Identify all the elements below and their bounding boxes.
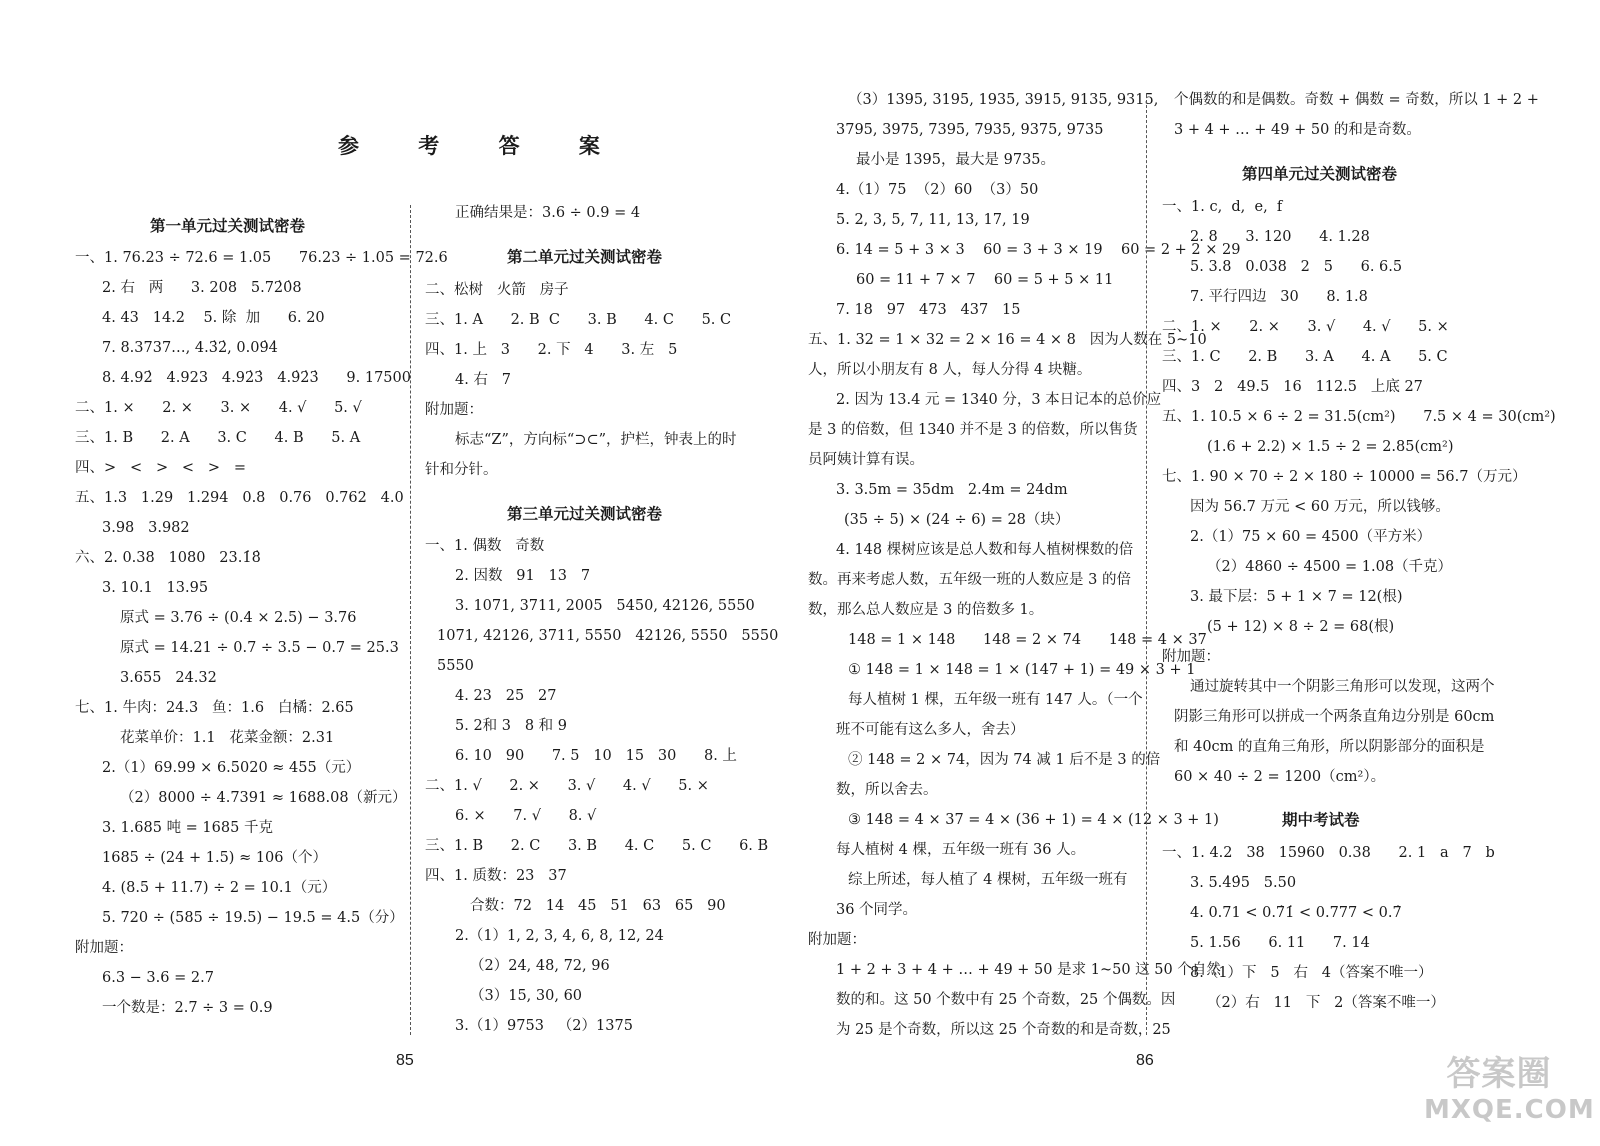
answer-line: （2）4860 ÷ 4500 = 1.08（千克） (1207, 559, 1453, 575)
answer-line: 4.（1）75 （2）60 （3）50 (836, 182, 1039, 198)
column-divider-center (1146, 95, 1147, 1035)
answer-line: 三、1. A 2. B C 3. B 4. C 5. C (425, 312, 732, 328)
answer-line: 2. 右 两 3. 208 5.72̇0̇8 (102, 280, 302, 296)
section-heading: 第一单元过关测试密卷 (150, 217, 306, 235)
column-divider-left (410, 205, 411, 1035)
answer-line: 数，所以舍去。 (836, 782, 938, 798)
watermark-main-text: 答案圈 (1446, 1054, 1552, 1094)
answer-line: 2. 8 3. 120 4. 1.28 (1190, 229, 1370, 245)
answer-line: 附加题： (808, 932, 866, 948)
answer-line: 148 = 1 × 148 148 = 2 × 74 148 = 4 × 37 (848, 632, 1207, 648)
answer-line: 1 + 2 + 3 + 4 + … + 49 + 50 是求 1~50 这 50 个自然 (836, 962, 1221, 978)
answer-line: 阴影三角形可以拼成一个两条直角边分别是 60cm (1174, 709, 1495, 725)
answer-line: 3. 最下层：5 + 1 × 7 = 12(根) (1190, 589, 1403, 605)
answer-line: 原式 = 14.21 ÷ 0.7 ÷ 3.5 − 0.7 = 25.3 (120, 640, 399, 656)
answer-line: 5. 2和 3 8 和 9 (455, 718, 567, 734)
answer-line: （2）24, 48, 72, 96 (470, 958, 610, 974)
answer-line: 数，那么总人数应是 3 的倍数多 1。 (808, 602, 1044, 618)
answer-line: 3.98 3.982 (102, 520, 190, 536)
answer-line: 5550 (437, 658, 474, 674)
answer-line: 因为 56.7 万元 < 60 万元，所以钱够。 (1190, 499, 1450, 515)
answer-line: 六、2. 0.38 1080 23.1̇8̇ (75, 550, 261, 566)
answer-line: 最小是 1395，最大是 9735。 (856, 152, 1056, 168)
answer-line: 6.3 − 3.6 = 2.7 (102, 970, 214, 986)
page-number-right: 86 (1136, 1052, 1154, 1069)
answer-line: 6. × 7. √ 8. √ (455, 808, 597, 824)
answer-line: 二、松树 火箭 房子 (425, 282, 569, 298)
answer-line: 3. 5.4̇9̇5 5.50 (1190, 875, 1297, 891)
answer-line: 附加题： (1162, 649, 1220, 665)
answer-line: 附加题： (425, 402, 483, 418)
answer-line: （2）8000 ÷ 4.7391 ≈ 1688.08（新元） (120, 790, 407, 806)
answer-line: 通过旋转其中一个阴影三角形可以发现，这两个 (1190, 679, 1495, 695)
answer-line: 数。再来考虑人数，五年级一班的人数应是 3 的倍 (808, 572, 1131, 588)
answer-line: ③ 148 = 4 × 37 = 4 × (36 + 1) = 4 × (12 × 3 + 1) (848, 812, 1219, 828)
answer-line: 七、1. 90 × 70 ÷ 2 × 180 ÷ 10000 = 56.7（万元） (1162, 469, 1527, 485)
answer-line: 一、1. 偶数 奇数 (425, 538, 545, 554)
answer-line: 为 25 是个奇数，所以这 25 个奇数的和是奇数，25 (836, 1022, 1171, 1038)
answer-line: (5 + 12) × 8 ÷ 2 = 68(根) (1207, 619, 1395, 635)
answer-line: 人，所以小朋友有 8 人，每人分得 4 块糖。 (808, 362, 1092, 378)
answer-line: 3. 1071, 3711, 2005 5450, 42126, 5550 (455, 598, 755, 614)
answer-line: 五、1. 10.5 × 6 ÷ 2 = 31.5(cm²) 7.5 × 4 = 30(cm²) (1162, 409, 1556, 425)
answer-line: (1.6 + 2.2) × 1.5 ÷ 2 = 2.85(cm²) (1207, 439, 1454, 455)
answer-line: 36 个同学。 (836, 902, 918, 918)
answer-line: 2.（1）69.99 × 6.5020 ≈ 455（元） (102, 760, 361, 776)
answer-line: 2.（1）75 × 60 = 4500（平方米） (1190, 529, 1432, 545)
answer-line: 一个数是：2.7 ÷ 3 = 0.9 (102, 1000, 273, 1016)
answer-line: 4. (8.5 + 11.7) ÷ 2 = 10.1（元） (102, 880, 337, 896)
answer-line: 五、1.3 1.29 1.294 0.8 0.76 0.762 4.0 (75, 490, 404, 506)
page-number-left: 85 (396, 1052, 414, 1069)
section-heading: 第二单元过关测试密卷 (507, 248, 663, 266)
answer-line: 数的和。这 50 个数中有 25 个奇数，25 个偶数。因 (836, 992, 1176, 1008)
answer-line: 60 = 11 + 7 × 7 60 = 5 + 5 × 11 (856, 272, 1114, 288)
answer-line: 一、1. 76.23 ÷ 72.6 = 1.05 76.23 ÷ 1.05 = 72.6 (75, 250, 448, 266)
answer-line: （3）1395, 3195, 1935, 3915, 9135, 9315, (848, 92, 1159, 108)
answer-line: 6. 14 = 5 + 3 × 3 60 = 3 + 3 × 19 60 = 2 + 2 × 29 (836, 242, 1241, 258)
answer-line: 4. 0.71 < 0.7̇1̇ < 0.777 < 0.7̇ (1190, 905, 1402, 921)
answer-line: 二、1. × 2. × 3. × 4. √ 5. √ (75, 400, 362, 416)
answer-line: 四、3 2 49.5 16 112.5 上底 27 (1162, 379, 1423, 395)
answer-line: 3. 3.5m = 35dm 2.4m = 24dm (836, 482, 1068, 498)
answer-line: （3）15, 30, 60 (470, 988, 583, 1004)
answer-line: 二、1. × 2. × 3. √ 4. √ 5. × (1162, 319, 1449, 335)
answer-line: 4. 右 7 (455, 372, 511, 388)
answer-line: 二、1. √ 2. × 3. √ 4. √ 5. × (425, 778, 709, 794)
answer-line: 3.（1）9753 （2）1375 (455, 1018, 633, 1034)
answer-line: 7. 18 97 473 437 15 (836, 302, 1021, 318)
answer-line: 7. 平行四边 30 8. 1.8 (1190, 289, 1368, 305)
answer-line: 三、1. B 2. A 3. C 4. B 5. A (75, 430, 361, 446)
answer-line: (35 ÷ 5) × (24 ÷ 6) = 28（块） (844, 512, 1070, 528)
answer-line: 5. 3.8 0.038 2 5 6. 6.5 (1190, 259, 1403, 275)
answer-line: 3. 10.1 13.95 (102, 580, 209, 596)
answer-line: 七、1. 牛肉：24.3 鱼：1.6 白橘：2.65 (75, 700, 354, 716)
answer-line: 8.（1）下 5 右 4（答案不唯一） (1190, 965, 1433, 981)
answer-line: 班不可能有这么多人，舍去） (836, 722, 1025, 738)
answer-line: 3.655 24.32 (120, 670, 217, 686)
answer-line: 7. 8.3737…, 4.3̇2̇, 0.09̇4̇ (102, 340, 278, 356)
answer-line: 是 3 的倍数，但 1340 并不是 3 的倍数，所以售货 (808, 422, 1138, 438)
answer-line: 三、1. C 2. B 3. A 4. A 5. C (1162, 349, 1448, 365)
answer-line: 5. 2, 3, 5, 7, 11, 13, 17, 19 (836, 212, 1030, 228)
answer-line: 5. 720 ÷ (585 ÷ 19.5) − 19.5 = 4.5（分） (102, 910, 404, 926)
answer-line: 60 × 40 ÷ 2 = 1200（cm²）。 (1174, 769, 1386, 785)
answer-line: 员阿姨计算有误。 (808, 452, 924, 468)
answer-line: 和 40cm 的直角三角形，所以阴影部分的面积是 (1174, 739, 1485, 755)
answer-line: 正确结果是：3.6 ÷ 0.9 = 4 (455, 205, 641, 221)
answer-line: 8. 4.92̇ 4.923 4.92̇3̇ 4.9̇2̇3̇ 9. 17500 (102, 370, 411, 386)
answer-line: 一、1. 4.2 38 15960 0.38 2. 1 a 7 b (1162, 845, 1495, 861)
answer-line: 个偶数的和是偶数。奇数 + 偶数 = 奇数，所以 1 + 2 + (1174, 92, 1539, 108)
answer-line: 四、1. 质数：23 37 (425, 868, 567, 884)
answer-line: 三、1. B 2. C 3. B 4. C 5. C 6. B (425, 838, 769, 854)
answer-line: 四、> < > < > = (75, 460, 247, 476)
answer-line: 6. 10 90 7. 5 10 15 30 8. 上 (455, 748, 737, 764)
answer-line: 4. 43 14.2 5. 除 加 6. 20 (102, 310, 325, 326)
section-heading: 第四单元过关测试密卷 (1242, 165, 1398, 183)
answer-line: 3 + 4 + … + 49 + 50 的和是奇数。 (1174, 122, 1421, 138)
answer-line: 四、1. 上 3 2. 下 4 3. 左 5 (425, 342, 678, 358)
answer-line: 附加题： (75, 940, 133, 956)
answer-line: 4. 23 25 27 (455, 688, 557, 704)
answer-line: 花菜单价：1.1 花菜金额：2.31 (120, 730, 335, 746)
answer-line: 3795, 3975, 7395, 7935, 9375, 9735 (836, 122, 1104, 138)
answer-line: 每人植树 1 棵，五年级一班有 147 人。（一个 (848, 692, 1143, 708)
section-heading: 期中考试卷 (1282, 811, 1360, 829)
answer-line: 原式 = 3.76 ÷ (0.4 × 2.5) − 3.76 (120, 610, 357, 626)
answer-line: 5. 1.56 6. 11 7. 14 (1190, 935, 1370, 951)
watermark-logo (1424, 1046, 1595, 1130)
answer-line: ② 148 = 2 × 74，因为 74 减 1 后不是 3 的倍 (848, 752, 1161, 768)
answer-line: 针和分针。 (425, 462, 498, 478)
answer-line: ① 148 = 1 × 148 = 1 × (147 + 1) = 49 × 3 + 1 (848, 662, 1196, 678)
answer-line: 一、1. c, d, e, f (1162, 199, 1283, 215)
answer-line: 2.（1）1, 2, 3, 4, 6, 8, 12, 24 (455, 928, 664, 944)
answer-line: 合数：72 14 45 51 63 65 90 (470, 898, 726, 914)
answer-line: 五、1. 32 = 1 × 32 = 2 × 16 = 4 × 8 因为人数在 5~10 (808, 332, 1207, 348)
answer-line: 标志“Z”，方向标“⊃⊂”，护栏，钟表上的时 (455, 432, 737, 448)
section-heading: 第三单元过关测试密卷 (507, 505, 663, 523)
answer-line: 1071, 42126, 3711, 5550 42126, 5550 5550 (437, 628, 779, 644)
answer-line: 2. 因为 13.4 元 = 1340 分，3 本日记本的总价应 (836, 392, 1162, 408)
answer-line: 综上所述，每人植了 4 棵树，五年级一班有 (848, 872, 1128, 888)
answer-line: 每人植树 4 棵，五年级一班有 36 人。 (836, 842, 1086, 858)
answer-line: 2. 因数 91 13 7 (455, 568, 591, 584)
page-title: 参 考 答 案 (338, 134, 626, 158)
answer-line: （2）右 11 下 2（答案不唯一） (1207, 995, 1445, 1011)
answer-line: 1685 ÷ (24 + 1.5) ≈ 106（个） (102, 850, 328, 866)
answer-line: 3. 1.685 吨 = 1685 千克 (102, 820, 273, 836)
answer-line: 4. 148 棵树应该是总人数和每人植树棵数的倍 (836, 542, 1134, 558)
watermark-sub-text: MXQE.COM (1424, 1095, 1595, 1125)
